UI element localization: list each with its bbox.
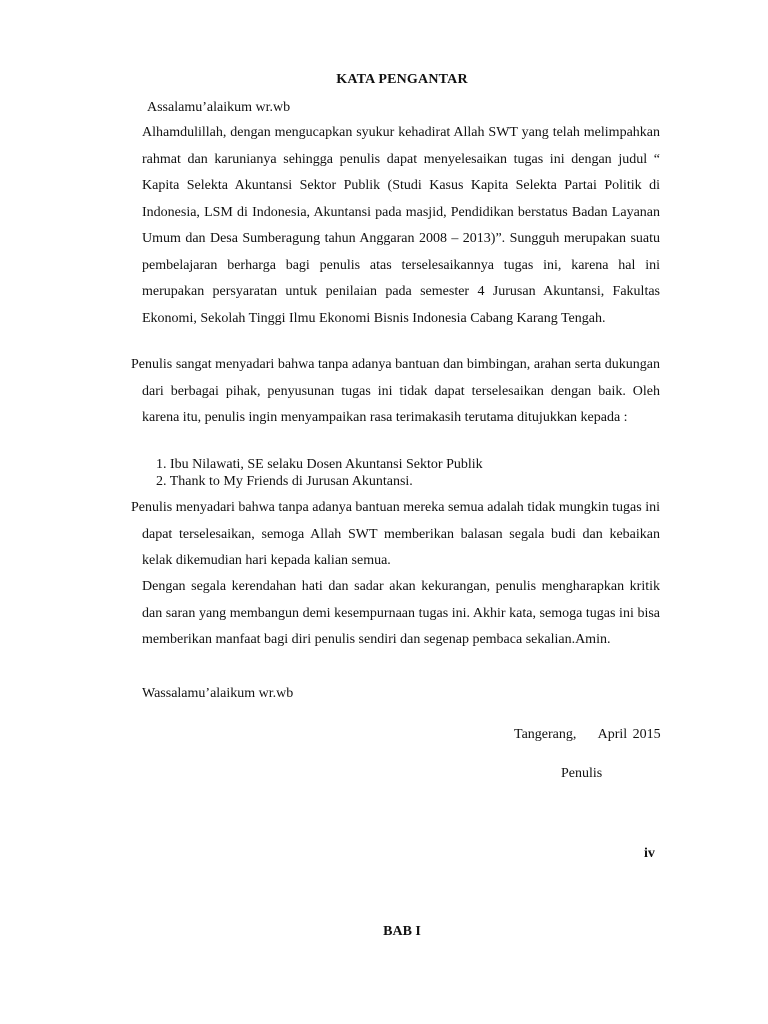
greeting: Assalamu’alaikum wr.wb bbox=[147, 100, 291, 115]
thanks-list-item: 1. Ibu Nilawati, SE selaku Dosen Akuntansi Sektor Publik bbox=[156, 457, 483, 472]
paragraph-acknowledgement: Penulis sangat menyadari bahwa tanpa adanya bantuan dan bimbingan, arahan serta dukungan dari berbagai pihak, penyusunan tugas ini tidak dapat terselesaikan dengan baik. Oleh karena itu, penulis ingin menyampaikan rasa terimakasih terutama ditujukkan kepada : bbox=[131, 357, 660, 425]
paragraph-closing-remarks: Dengan segala kerendahan hati dan sadar akan kekurangan, penulis mengharapkan kritik dan saran yang membangun demi kesempurnaan tugas ini. Akhir kata, semoga tugas ini bisa memberikan manfaat bagi diri penulis sendiri dan segenap pembaca sekalian.Amin. bbox=[142, 579, 660, 647]
next-chapter-heading: BAB I bbox=[383, 924, 421, 939]
paragraph-opening: Alhamdulillah, dengan mengucapkan syukur kehadirat Allah SWT yang telah melimpahkan rahmat dan karunianya sehingga penulis dapat menyelesaikan tugas ini dengan judul “ Kapita Selekta Akuntansi Sektor Publik (Studi Kasus Kapita Selekta Partai Politik di Indonesia, LSM di Indonesia, Akuntansi pada masjid, Pendidikan berstatus Badan Layanan Umum dan Desa Sumberagung tahun Anggaran 2008 – 2013)”. Sungguh merupakan suatu pembelajaran berharga bagi penulis atas terselesaikannya tugas ini, karena hal ini merupakan persyaratan untuk penilaian pada semester 4 Jurusan Akuntansi, Fakultas Ekonomi, Sekolah Tinggi Ilmu Ekonomi Bisnis Indonesia Cabang Karang Tengah. bbox=[142, 125, 660, 326]
page-title: KATA PENGANTAR bbox=[336, 72, 468, 87]
paragraph-gratitude: Penulis menyadari bahwa tanpa adanya bantuan mereka semua adalah tidak mungkin tugas ini dapat terselesaikan, semoga Allah SWT memberikan balasan segala budi dan kebaikan kelak dikemudian hari kepada kalian semua. bbox=[131, 500, 660, 568]
closing-greeting: Wassalamu’alaikum wr.wb bbox=[142, 686, 294, 701]
thanks-list-item: 2. Thank to My Friends di Jurusan Akuntansi. bbox=[156, 474, 413, 489]
place-date: Tangerang, April 2015 bbox=[514, 727, 661, 742]
page-number: iv bbox=[644, 846, 655, 861]
author-signature: Penulis bbox=[561, 766, 603, 781]
